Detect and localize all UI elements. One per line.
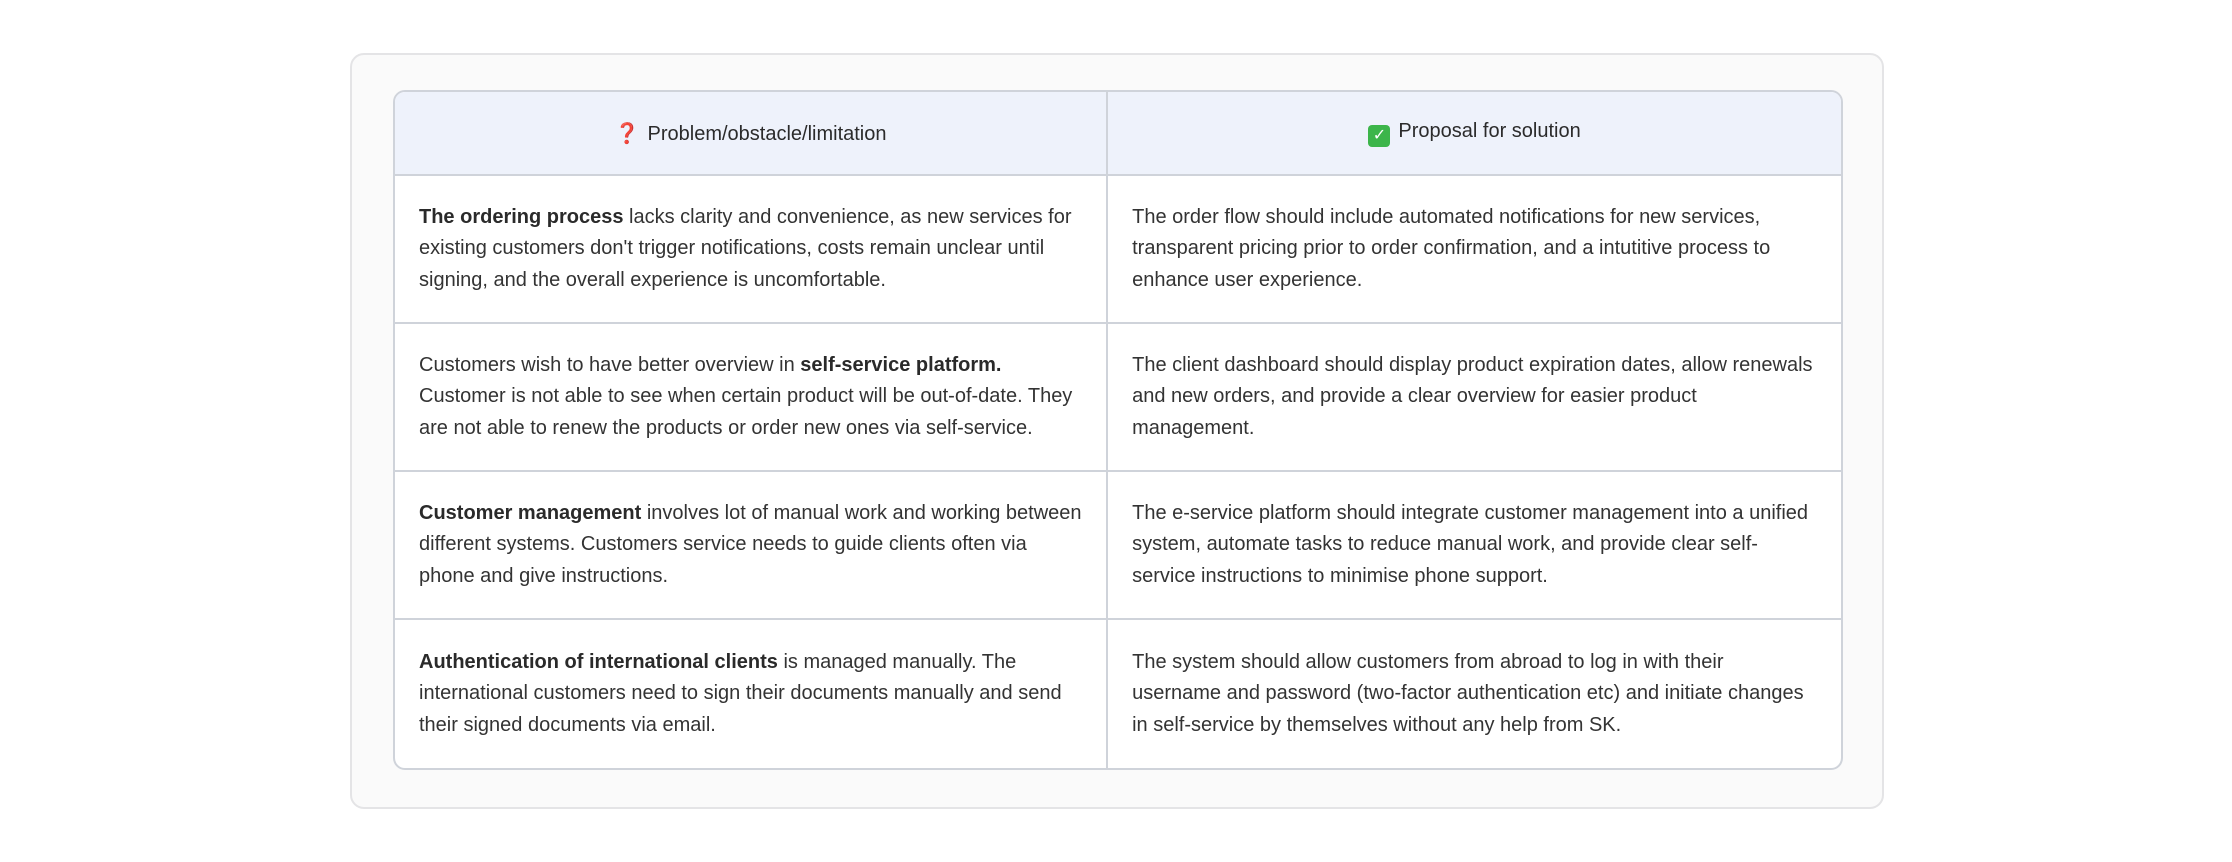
solution-cell [1108, 620, 1841, 768]
problem-text: is managed manually. The international customers need to sign their documents manually and send their signed documents via email. [419, 650, 1062, 736]
check-mark-icon: ✓ [1368, 125, 1390, 147]
problem-cell [395, 472, 1108, 620]
header-solution-label: Proposal for solution [1398, 119, 1581, 142]
table-row [395, 620, 1841, 768]
problem-text: involves lot of manual work and working between different systems. Customers service needs to guide clients often via phone and give instructions. [419, 501, 1082, 587]
header-problem-label: Problem/obstacle/limitation [647, 122, 887, 145]
problem-text-pre: Customers wish to have better overview in [419, 353, 801, 376]
problem-bold-lead: Customer management [419, 501, 642, 524]
question-mark-icon: ❓ [614, 122, 640, 145]
solution-text: The system should allow customers from abroad to log in with their username and password (two-factor authentication etc) and initiate changes in self-service by themselves without any help from SK. [1132, 650, 1804, 736]
table-row [395, 324, 1841, 472]
header-solution [1108, 92, 1841, 176]
solution-text: The client dashboard should display product expiration dates, allow renewals and new orders, and provide a clear overview for easier product management. [1132, 353, 1813, 439]
table-row [395, 472, 1841, 620]
problem-solution-table [393, 90, 1843, 770]
table-row [395, 176, 1841, 324]
problem-cell [395, 324, 1108, 472]
problem-bold: self-service platform. [800, 353, 1002, 376]
problem-bold-lead: Authentication of international clients [419, 650, 778, 673]
solution-cell [1108, 472, 1841, 620]
header-problem [395, 92, 1108, 176]
problem-bold-lead: The ordering process [419, 205, 624, 228]
solution-text: The e-service platform should integrate customer management into a unified system, automate tasks to reduce manual work, and provide clear self-service instructions to minimise phone support. [1132, 501, 1809, 587]
problem-text-post: Customer is not able to see when certain product will be out-of-date. They are not able to renew the products or order new ones via self-service. [419, 385, 1073, 439]
solution-text: The order flow should include automated notifications for new services, transparent pricing prior to order confirmation, and a intutitive process to enhance user experience. [1132, 205, 1771, 291]
problem-text: lacks clarity and convenience, as new services for existing customers don't trigger notifications, costs remain unclear until signing, and the overall experience is uncomfortable. [419, 205, 1072, 291]
problem-cell [395, 176, 1108, 324]
solution-cell [1108, 176, 1841, 324]
table-card [350, 53, 1884, 809]
problem-cell [395, 620, 1108, 768]
table-header-row [395, 92, 1841, 176]
solution-cell [1108, 324, 1841, 472]
